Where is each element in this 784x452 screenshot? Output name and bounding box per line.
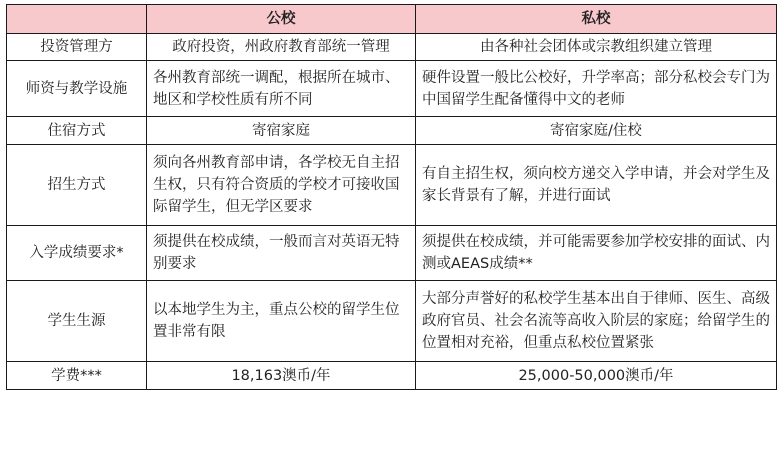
private-source-cell — [416, 281, 777, 362]
row-label-accommodation: 住宿方式 — [7, 117, 147, 145]
row-label-admission: 招生方式 — [7, 145, 147, 226]
table-row — [7, 117, 777, 145]
public-investment-text: 政府投资，州政府教育部统一管理 — [172, 39, 390, 55]
private-admission-cell — [416, 145, 777, 226]
private-tuition-text: 25,000-50,000澳币/年 — [518, 367, 674, 384]
public-grade-text: 须提供在校成绩，一般而言对英语无特别要求 — [153, 234, 400, 272]
row-label-tuition: 学费*** — [7, 362, 147, 390]
public-tuition-cell — [147, 362, 416, 390]
row-label-investment: 投资管理方 — [7, 34, 147, 61]
comparison-table-wrapper — [6, 4, 776, 390]
row-label-faculty: 师资与教学设施 — [7, 61, 147, 117]
public-faculty-cell — [147, 61, 416, 117]
private-faculty-text: 硬件设置一般比公校好，升学率高；部分私校会专门为中国留学生配备懂得中文的老师 — [422, 69, 770, 108]
row-label-student-source: 学生生源 — [7, 281, 147, 362]
header-public-school: 公校 — [147, 5, 416, 34]
private-accommodation-text: 寄宿家庭/住校 — [550, 122, 642, 139]
table-row — [7, 362, 777, 390]
public-source-text: 以本地学生为主，重点公校的留学生位置非常有限 — [153, 302, 400, 340]
table-row — [7, 61, 777, 117]
table-row — [7, 145, 777, 226]
school-comparison-table — [6, 4, 777, 390]
private-grade-cell — [416, 226, 777, 281]
table-header-row — [7, 5, 777, 34]
private-investment-cell — [416, 34, 777, 61]
table-row — [7, 226, 777, 281]
private-accommodation-cell — [416, 117, 777, 145]
row-label-grade-requirements: 入学成绩要求* — [7, 226, 147, 281]
public-accommodation-text: 寄宿家庭 — [252, 122, 310, 139]
private-admission-text: 有自主招生权，须向校方递交入学申请，并会对学生及家长背景有了解，并进行面试 — [422, 166, 770, 204]
private-investment-text: 由各种社会团体或宗教组织建立管理 — [480, 39, 712, 55]
private-source-text: 大部分声誉好的私校学生基本出自于律师、医生、高级政府官员、社会名流等高收入阶层的家庭；给留学生的位置相对充裕，但重点私校位置紧张 — [422, 291, 770, 351]
header-private-school: 私校 — [416, 5, 777, 34]
header-corner-cell — [7, 5, 147, 34]
public-faculty-text: 各州教育部统一调配，根据所在城市、地区和学校性质有所不同 — [153, 69, 400, 108]
public-tuition-text: 18,163澳币/年 — [231, 367, 331, 384]
table-row — [7, 281, 777, 362]
public-admission-cell — [147, 145, 416, 226]
public-source-cell — [147, 281, 416, 362]
private-grade-text: 须提供在校成绩，并可能需要参加学校安排的面试、内测或AEAS成绩** — [422, 234, 770, 272]
public-investment-cell — [147, 34, 416, 61]
public-accommodation-cell — [147, 117, 416, 145]
public-admission-text: 须向各州教育部申请，各学校无自主招生权，只有符合资质的学校才可接收国际留学生，但无学区要求 — [153, 155, 400, 215]
public-grade-cell — [147, 226, 416, 281]
private-faculty-cell — [416, 61, 777, 117]
private-tuition-cell — [416, 362, 777, 390]
table-row — [7, 34, 777, 61]
